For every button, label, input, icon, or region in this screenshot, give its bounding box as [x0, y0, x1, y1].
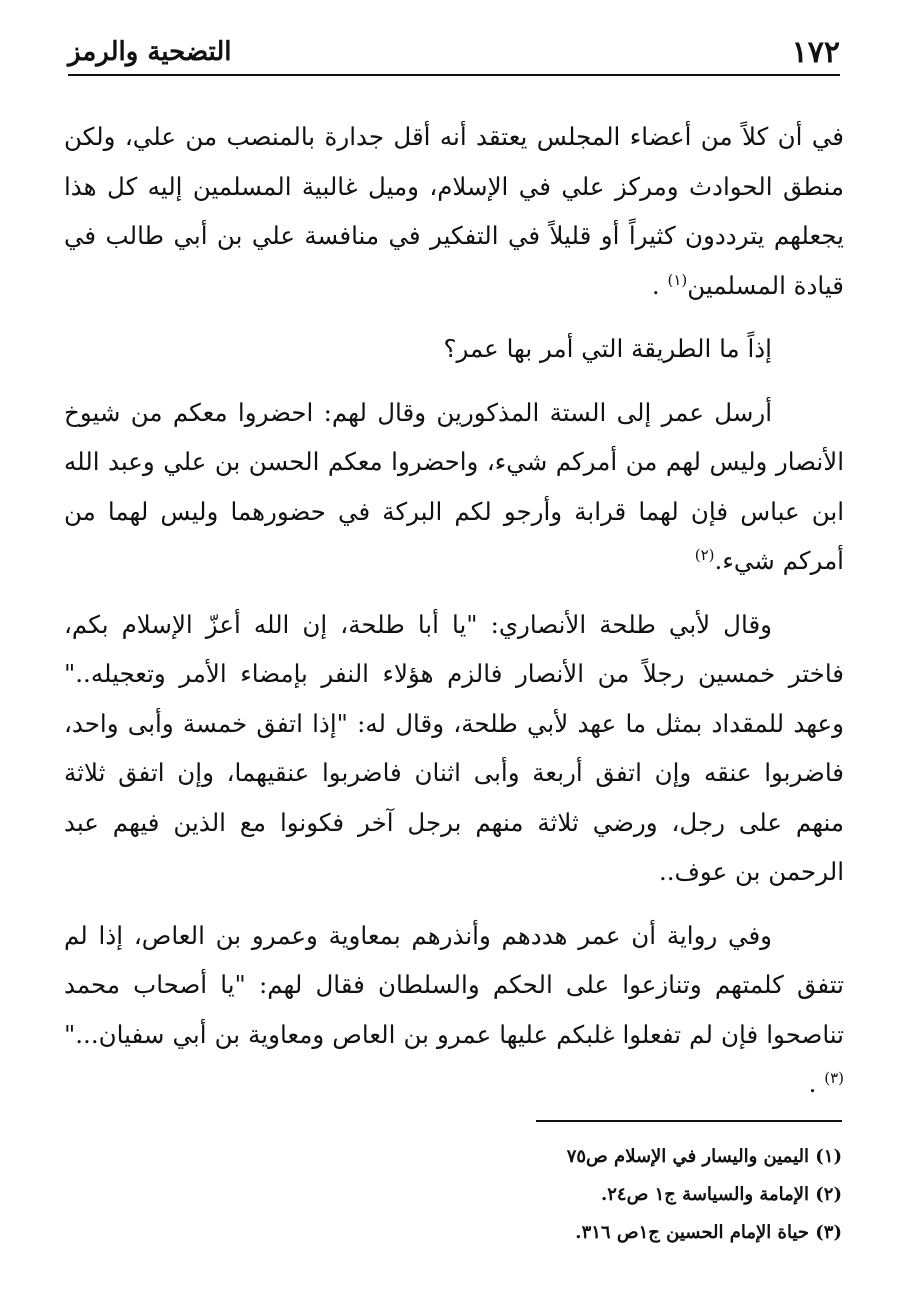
footnote-reference: (٣)	[824, 1068, 844, 1087]
paragraph	[64, 324, 844, 374]
paragraph-text: إذاً ما الطريقة التي أمر بها عمر؟	[443, 334, 772, 363]
footnote: (١) اليمين واليسار في الإسلام ص٧٥	[566, 1146, 842, 1167]
footnote-reference: (١)	[667, 270, 688, 289]
paragraph	[64, 911, 844, 1109]
paragraph-text: أرسل عمر إلى الستة المذكورين وقال لهم: احضروا معكم من شيوخ الأنصار وليس لهم من أمركم شيء، واحضروا معكم الحسن بن علي وعبد الله ابن عباس فإن لهما قرابة وأرجو لكم البركة في حضورهما وليس لهما من أمركم شيء.	[64, 397, 844, 575]
paragraph-text: في أن كلاً من أعضاء المجلس يعتقد أنه أقل جدارة بالمنصب من علي، ولكن منطق الحوادث ومركز علي في الإسلام، وميل غالبية المسلمين إليه كل هذا يجعلهم يترددون كثيراً أو قليلاً في التفكير في منافسة علي بن أبي طالب في قيادة المسلمين	[64, 122, 844, 300]
running-title: التضحية والرمز	[68, 37, 232, 67]
footnotes	[64, 1138, 842, 1252]
page-header	[68, 30, 840, 76]
footnote-divider	[536, 1120, 842, 1122]
footnote: (٣) حياة الإمام الحسين ج١ص ٣١٦.	[575, 1222, 842, 1243]
paragraph-tail: .	[651, 270, 668, 300]
paragraph-text: وقال لأبي طلحة الأنصاري: "يا أبا طلحة، إن الله أعزّ الإسلام بكم، فاختر خمسين رجلاً من الأنصار فالزم هؤلاء النفر بإمضاء الأمر وتعجيله.." وعهد للمقداد بمثل ما عهد لأبي طلحة، وقال له: "إذا اتفق خمسة وأبى واحد، فاضربوا عنقه وإن اتفق أربعة وأبى اثنان فاضربوا عنقيهما، وإن اتفق ثلاثة منهم على رجل، ورضي ثلاثة منهم برجل آخر فكونوا مع الذين فيهم عبد الرحمن بن عوف..	[64, 609, 844, 886]
footnote: (٢) الإمامة والسياسة ج١ ص٢٤.	[600, 1184, 842, 1205]
paragraph-tail: .	[808, 1069, 825, 1098]
paragraph	[64, 112, 844, 310]
paragraph	[64, 388, 844, 586]
paragraph	[64, 600, 844, 897]
body-text	[64, 112, 844, 1123]
paragraph-text: وفي رواية أن عمر هددهم وأنذرهم بمعاوية وعمرو بن العاص، إذا لم تتفق كلمتهم وتنازعوا على الحكم والسلطان فقال لهم: "يا أصحاب محمد تناصحوا فإن لم تفعلوا غلبكم عليها عمرو بن العاص ومعاوية بن أبي سفيان..."	[64, 920, 844, 1049]
footnote-reference: (٢)	[694, 545, 715, 564]
page-number: ١٧٢	[791, 34, 840, 70]
